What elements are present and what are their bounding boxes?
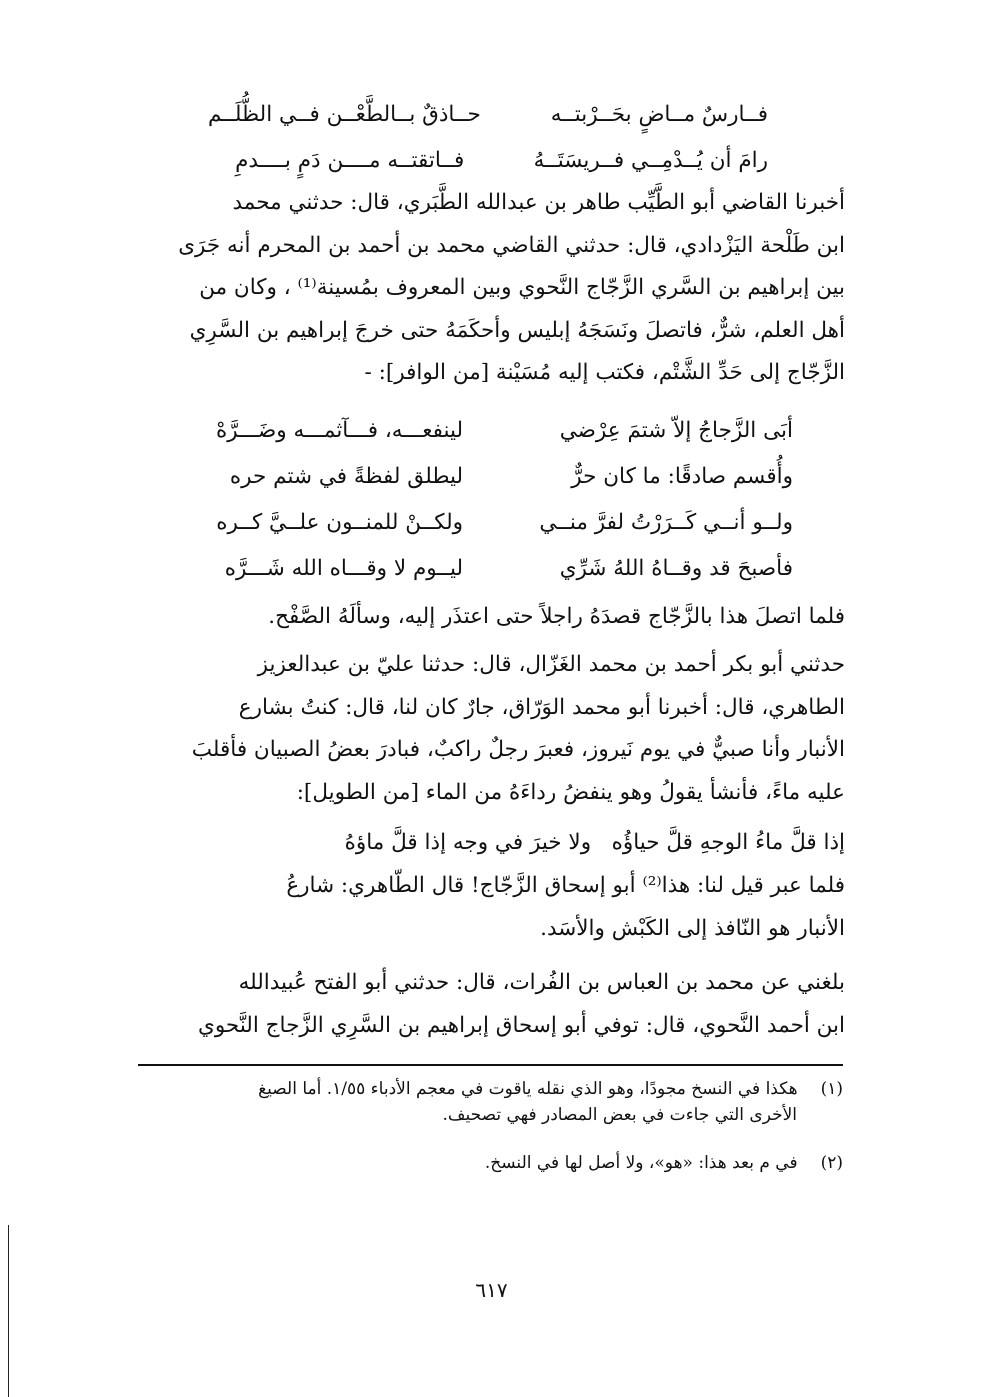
text-line: بلغني عن محمد بن العباس بن الفُرات، قال: حدثني أبو الفتح عُبيدالله bbox=[238, 970, 845, 995]
verse-block-mid bbox=[183, 408, 793, 592]
text-line: الأنبار وأنا صبيٌّ في يوم نَيروز، فعبرَ رجلٌ راكبٌ، فبادرَ بعضُ الصبيان فأقلبَ bbox=[191, 737, 845, 762]
verse-hemistich: حــاذقٌ بــالطَّعْــن فــي الظُّلَــم bbox=[208, 102, 481, 127]
scan-edge-line bbox=[8, 1225, 9, 1397]
verse-hemistich: لينفعـــه، فـــآثمـــه وضَـــرَّهْ bbox=[215, 418, 463, 443]
text-line: أخبرنا القاضي أبو الطَّيِّب طاهر بن عبدالله الطَّبَري، قال: حدثني محمد bbox=[232, 190, 845, 215]
verse-hemistich: رامَ أن يُــدْمِــي فــريسَتَــهُ bbox=[533, 148, 768, 173]
paragraph bbox=[140, 644, 845, 814]
verse-hemistich: ولكــنْ للمنــون علــيَّ كــره bbox=[216, 510, 463, 535]
verse-block-top bbox=[208, 92, 768, 184]
footnote-number: (١) bbox=[820, 1079, 843, 1099]
verse-line bbox=[183, 454, 793, 500]
verse-hemistich: ليطلق لفظةً في شتم حره bbox=[229, 464, 463, 489]
paragraph bbox=[140, 596, 845, 639]
footnote-line bbox=[485, 1153, 843, 1173]
verse-hemistich: وأُقسم صادقًا: ما كان حرٌّ bbox=[571, 464, 793, 489]
footnote-text-cont: الأخرى التي جاءت في بعض المصادر فهي تصحيف. bbox=[442, 1105, 797, 1125]
footnote bbox=[138, 1150, 843, 1176]
verse-hemistich: ولــو أنــي كَــرَرْتُ لفرَّ منــي bbox=[539, 510, 793, 535]
verse-hemistich: أبَى الزَّجاجُ إلاّ شتمَ عِرْضي bbox=[559, 418, 793, 443]
footnote-text: في م بعد هذا: «هو»، ولا أصل لها في النسخ. bbox=[484, 1153, 798, 1173]
text-line: بين إبراهيم بن السَّري الزَّجّاج النَّحوي وبين المعروف بمُسينة⁽¹⁾ ، وكان من bbox=[199, 275, 845, 300]
text-line: أهل العلم، شرٌّ، فاتصلَ ونَسَجَهُ إبليس وأحكَمَهُ حتى خرجَ إبراهيم بن السَّرِي bbox=[189, 317, 845, 343]
text-line: فلما اتصلَ هذا بالزَّجّاج قصدَهُ راجلاً حتى اعتذَر إليه، وسألَهُ الصَّفْح. bbox=[268, 604, 845, 629]
page-number: ٦١٧ bbox=[475, 1278, 508, 1302]
text-line: الزَّجّاج إلى حَدِّ الشَّتْم، فكتب إليه مُسَيْنة [من الوافر]: - bbox=[364, 360, 845, 385]
text-line: عليه ماءً، فأنشأ يقولُ وهو ينفضُ رداءَهُ من الماء [من الطويل]: bbox=[296, 779, 845, 805]
text-line: فلما عبر قيل لنا: هذا⁽²⁾ أبو إسحاق الزَّجّاج! قال الطّاهري: شارعُ bbox=[286, 873, 845, 898]
verse-line bbox=[183, 546, 793, 592]
footnote-number: (٢) bbox=[820, 1153, 843, 1173]
paragraph bbox=[140, 182, 845, 395]
verse-hemistich: فــارسٌ مــاضٍ بحَــرْبتــه bbox=[550, 102, 768, 127]
text-line: ابن طَلْحة اليَزْدادي، قال: حدثني القاضي محمد بن أحمد بن المحرم أنه جَرَى bbox=[178, 232, 845, 258]
paragraph bbox=[140, 962, 845, 1047]
text-line: الأنبار هو النّافذ إلى الكَبْش والأسَد. bbox=[540, 915, 845, 941]
text-line: ابن أحمد النَّحوي، قال: توفي أبو إسحاق إبراهيم بن السَّرِي الزَّجاج النَّحوي bbox=[198, 1012, 845, 1038]
verse-hemistich: فأصبحَ قد وقــاهُ اللهُ شَرِّي bbox=[559, 556, 793, 581]
text-line: حدثني أبو بكر أحمد بن محمد الغَزّال، قال: حدثنا عليّ بن عبدالعزيز bbox=[257, 652, 845, 677]
verse-hemistich: فــاتقتــه مــــن دَمٍ بــــدمِ bbox=[235, 148, 465, 173]
verse-line bbox=[183, 500, 793, 546]
verse-line bbox=[208, 138, 768, 184]
footnote-separator bbox=[138, 1064, 843, 1066]
verse-line bbox=[208, 92, 768, 138]
footnote-text: هكذا في النسخ مجودًا، وهو الذي نقله ياقوت في معجم الأدباء ١/٥٥. أما الصيغ bbox=[258, 1079, 798, 1099]
paragraph bbox=[140, 865, 845, 950]
footnote-line bbox=[258, 1079, 843, 1099]
verse-hemistich: ليــوم لا وقـــاه الله شَـــرَّه bbox=[224, 556, 463, 581]
text-line: الطاهري، قال: أخبرنا أبو محمد الوَرّاق، جارٌ كان لنا، قال: كنتُ بشارع bbox=[238, 694, 845, 720]
text-line: إذا قلَّ ماءُ الوجهِ قلَّ حياؤُه ولا خيرَ في وجه إذا قلَّ ماؤهُ bbox=[344, 830, 845, 855]
verse-single bbox=[140, 822, 845, 865]
verse-line bbox=[183, 408, 793, 454]
footnote bbox=[138, 1076, 843, 1128]
